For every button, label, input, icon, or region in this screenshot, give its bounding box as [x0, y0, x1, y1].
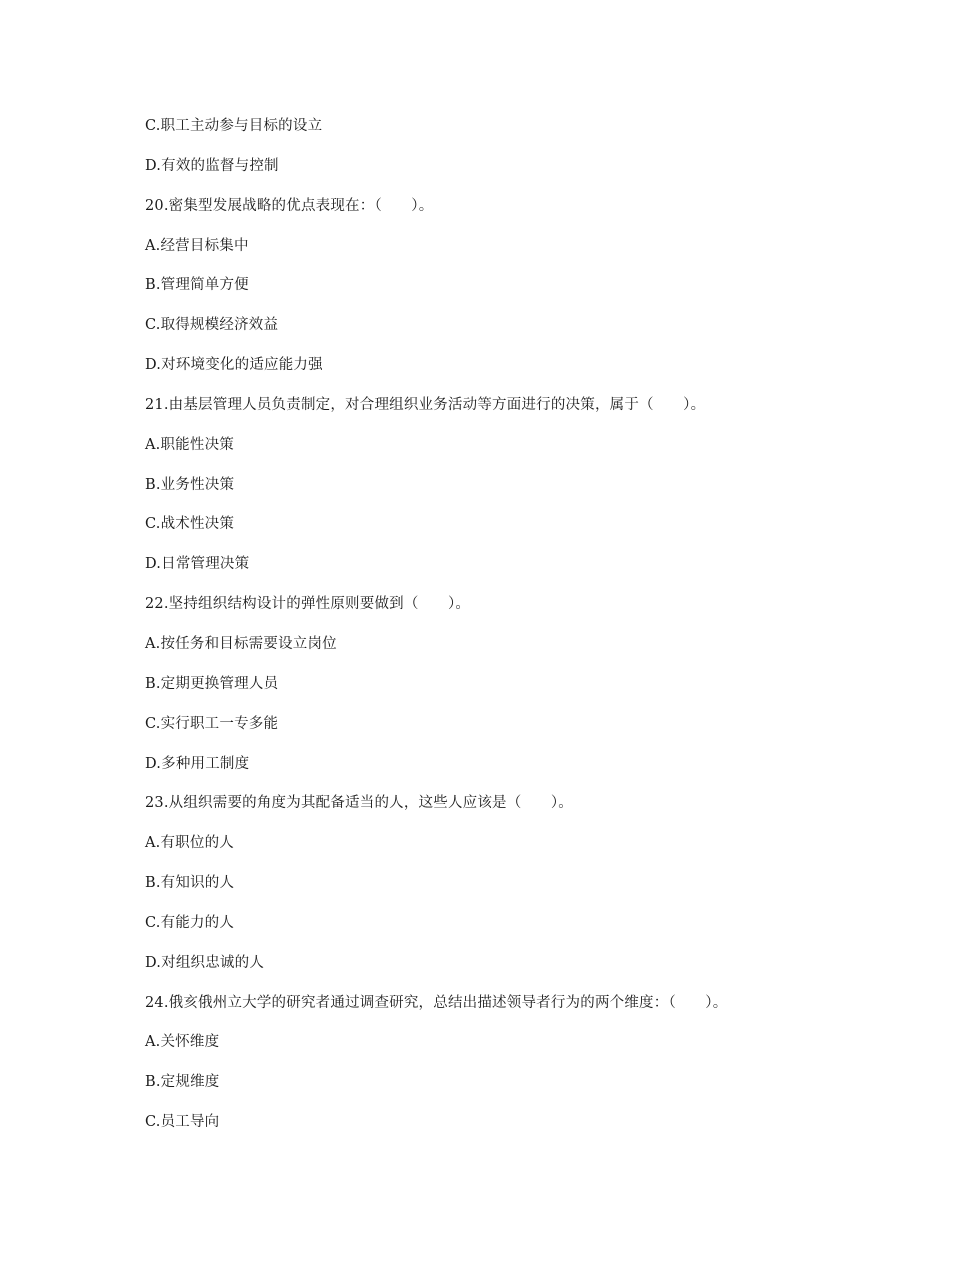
option-line: D.对环境变化的适应能力强 — [145, 357, 323, 374]
option-line: A.职能性决策 — [145, 436, 234, 453]
question-line: 20.密集型发展战略的优点表现在：（ ）。 — [145, 197, 434, 214]
option-line: A.有职位的人 — [145, 835, 234, 852]
option-line: A.按任务和目标需要设立岗位 — [145, 635, 337, 652]
question-text-block — [145, 114, 925, 1150]
option-line: C.战术性决策 — [145, 516, 235, 533]
option-line: B.定规维度 — [145, 1074, 220, 1091]
option-line: D.有效的监督与控制 — [145, 157, 279, 174]
option-line: C.取得规模经济效益 — [145, 317, 279, 334]
option-line: D.对组织忠诚的人 — [145, 954, 265, 971]
option-line: B.管理简单方便 — [145, 277, 249, 294]
option-line: A.经营目标集中 — [145, 237, 249, 254]
option-line: C.职工主动参与目标的设立 — [145, 118, 323, 134]
option-line: D.日常管理决策 — [145, 556, 250, 573]
option-line: C.员工导向 — [145, 1114, 220, 1131]
question-line: 23.从组织需要的角度为其配备适当的人，这些人应该是（ ）。 — [145, 795, 574, 812]
option-line: B.业务性决策 — [145, 476, 235, 493]
option-line: B.有知识的人 — [145, 875, 235, 892]
option-line: C.实行职工一专多能 — [145, 715, 279, 732]
question-line: 22.坚持组织结构设计的弹性原则要做到（ ）。 — [145, 596, 471, 613]
question-line: 21.由基层管理人员负责制定，对合理组织业务活动等方面进行的决策，属于（ ）。 — [145, 396, 706, 413]
question-line: 24.俄亥俄州立大学的研究者通过调查研究，总结出描述领导者行为的两个维度：（ ）。 — [145, 994, 728, 1011]
option-line: D.多种用工制度 — [145, 755, 250, 772]
option-line: B.定期更换管理人员 — [145, 675, 279, 692]
option-line: C.有能力的人 — [145, 914, 235, 931]
option-line: A.关怀维度 — [145, 1034, 220, 1051]
